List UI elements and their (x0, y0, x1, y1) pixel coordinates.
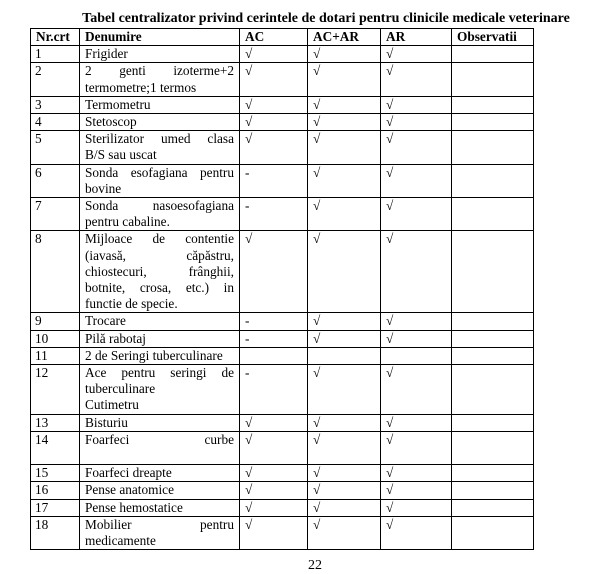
mark-ar: √ (381, 414, 452, 431)
mark-ar: √ (381, 465, 452, 482)
item-name-line: Pense anatomice (85, 482, 174, 498)
row-number: 2 (31, 63, 80, 96)
observatii-cell (452, 482, 534, 499)
mark-ar (381, 347, 452, 364)
item-name-line: Trocare (85, 313, 126, 329)
item-name (80, 516, 240, 549)
mark-ar: √ (381, 164, 452, 197)
mark-ac: √ (240, 114, 308, 131)
table-row (31, 414, 534, 431)
item-name-line: Termometru (85, 96, 151, 112)
document-title: Tabel centralizator privind cerintele de dotari pentru clinicile medicale veterinare (82, 11, 570, 26)
mark-ar: √ (381, 431, 452, 464)
item-name (80, 482, 240, 499)
header-ac: AC (240, 29, 308, 46)
item-name-line: Pilă rabotaj (85, 330, 146, 346)
table-row (31, 516, 534, 549)
mark-ac: √ (240, 96, 308, 113)
row-number: 10 (31, 330, 80, 347)
table-row (31, 330, 534, 347)
mark-ac-ar: √ (308, 414, 381, 431)
table-row (31, 198, 534, 231)
row-number: 13 (31, 414, 80, 431)
observatii-cell (452, 414, 534, 431)
mark-ac: √ (240, 131, 308, 164)
mark-ac: √ (240, 499, 308, 516)
mark-ac-ar: √ (308, 330, 381, 347)
mark-ar: √ (381, 63, 452, 96)
observatii-cell (452, 231, 534, 313)
observatii-cell (452, 164, 534, 197)
mark-ac: √ (240, 414, 308, 431)
mark-ac: - (240, 330, 308, 347)
table-row (31, 164, 534, 197)
item-name-line: functie de specie. (85, 296, 178, 312)
table-row (31, 114, 534, 131)
item-name-line: Foarfeci dreapte (85, 465, 172, 481)
item-name-line: chiostecuri, frânghii, (85, 263, 234, 279)
mark-ac: √ (240, 431, 308, 464)
row-number: 16 (31, 482, 80, 499)
row-number: 4 (31, 114, 80, 131)
table-row (31, 313, 534, 330)
item-name-line: (iavasă, căpăstru, (85, 247, 234, 263)
item-name-line: Mobilier pentru (85, 516, 234, 532)
mark-ac-ar (308, 347, 381, 364)
item-name (80, 63, 240, 96)
mark-ac: √ (240, 465, 308, 482)
mark-ac: √ (240, 231, 308, 313)
table-row (31, 482, 534, 499)
item-name-line: Mijloace de contentie (85, 231, 234, 247)
header-observatii: Observatii (452, 29, 534, 46)
mark-ac-ar: √ (308, 499, 381, 516)
item-name-line: Cutimetru (85, 397, 139, 413)
item-name (80, 431, 240, 464)
mark-ac-ar: √ (308, 231, 381, 313)
item-name-line: tuberculinare (85, 381, 156, 397)
observatii-cell (452, 313, 534, 330)
observatii-cell (452, 465, 534, 482)
observatii-cell (452, 431, 534, 464)
row-number: 14 (31, 431, 80, 464)
item-name-line: Sterilizator umed clasa (85, 131, 234, 147)
mark-ar: √ (381, 516, 452, 549)
observatii-cell (452, 114, 534, 131)
item-name (80, 131, 240, 164)
item-name-line: Sonda nasoesofagiana (85, 198, 234, 214)
item-name (80, 414, 240, 431)
table-row (31, 46, 534, 63)
item-name-line: botnite, crosa, etc.) in (85, 280, 234, 296)
row-number: 11 (31, 347, 80, 364)
mark-ac-ar: √ (308, 365, 381, 415)
row-number: 12 (31, 365, 80, 415)
item-name-line: Foarfeci curbe (85, 431, 234, 447)
mark-ac-ar: √ (308, 313, 381, 330)
table-row (31, 365, 534, 415)
item-name-line: 2 de Seringi tuberculinare (85, 347, 223, 363)
item-name (80, 313, 240, 330)
item-name (80, 96, 240, 113)
table-row (31, 63, 534, 96)
item-name (80, 231, 240, 313)
header-nr-crt: Nr.crt (31, 29, 80, 46)
item-name-line: Stetoscop (85, 114, 137, 130)
item-name (80, 499, 240, 516)
mark-ar: √ (381, 198, 452, 231)
observatii-cell (452, 330, 534, 347)
item-name (80, 365, 240, 415)
row-number: 9 (31, 313, 80, 330)
requirements-table (30, 28, 534, 550)
row-number: 18 (31, 516, 80, 549)
observatii-cell (452, 516, 534, 549)
mark-ar: √ (381, 330, 452, 347)
mark-ac-ar: √ (308, 131, 381, 164)
mark-ac: √ (240, 516, 308, 549)
item-name-line: Pense hemostatice (85, 499, 183, 515)
table-row (31, 499, 534, 516)
observatii-cell (452, 131, 534, 164)
mark-ar: √ (381, 114, 452, 131)
row-number: 17 (31, 499, 80, 516)
mark-ac: √ (240, 482, 308, 499)
item-name-line: medicamente (85, 533, 156, 549)
item-name (80, 164, 240, 197)
mark-ac: √ (240, 46, 308, 63)
item-name-line: termometre;1 termos (85, 79, 197, 95)
table-row (31, 347, 534, 364)
header-ac-ar: AC+AR (308, 29, 381, 46)
table-row (31, 465, 534, 482)
mark-ac-ar: √ (308, 164, 381, 197)
row-number: 8 (31, 231, 80, 313)
item-name-line: B/S sau uscat (85, 147, 157, 163)
mark-ac-ar: √ (308, 516, 381, 549)
item-name (80, 347, 240, 364)
item-name (80, 465, 240, 482)
item-name-line: Sonda esofagiana pentru (85, 164, 234, 180)
mark-ac-ar: √ (308, 63, 381, 96)
item-name (80, 114, 240, 131)
observatii-cell (452, 499, 534, 516)
item-name-line: bovine (85, 180, 122, 196)
item-name-line: pentru cabaline. (85, 214, 170, 230)
observatii-cell (452, 96, 534, 113)
observatii-cell (452, 198, 534, 231)
item-name-line: Frigider (85, 46, 128, 62)
mark-ac-ar: √ (308, 96, 381, 113)
row-number: 7 (31, 198, 80, 231)
page-number: 22 (308, 558, 322, 573)
mark-ac: - (240, 365, 308, 415)
mark-ac-ar: √ (308, 198, 381, 231)
mark-ar: √ (381, 231, 452, 313)
mark-ac-ar: √ (308, 482, 381, 499)
table-row (31, 231, 534, 313)
mark-ar: √ (381, 131, 452, 164)
item-name (80, 198, 240, 231)
mark-ar: √ (381, 482, 452, 499)
table-row (31, 131, 534, 164)
table-row (31, 431, 534, 464)
mark-ac-ar: √ (308, 431, 381, 464)
observatii-cell (452, 347, 534, 364)
mark-ac: √ (240, 63, 308, 96)
table-row (31, 96, 534, 113)
table-body (31, 46, 534, 550)
mark-ac (240, 347, 308, 364)
item-name-line: 2 genti izoterme+2 (85, 63, 234, 79)
row-number: 5 (31, 131, 80, 164)
row-number: 6 (31, 164, 80, 197)
mark-ar: √ (381, 365, 452, 415)
item-name-line: Ace pentru seringi de (85, 365, 234, 381)
mark-ar: √ (381, 96, 452, 113)
header-ar: AR (381, 29, 452, 46)
header-denumire: Denumire (80, 29, 240, 46)
observatii-cell (452, 46, 534, 63)
observatii-cell (452, 63, 534, 96)
mark-ac: - (240, 164, 308, 197)
mark-ar: √ (381, 499, 452, 516)
item-name (80, 330, 240, 347)
item-name (80, 46, 240, 63)
table-header-row (31, 29, 534, 46)
row-number: 1 (31, 46, 80, 63)
item-name-line: Bisturiu (85, 414, 128, 430)
mark-ar: √ (381, 313, 452, 330)
mark-ac: - (240, 313, 308, 330)
mark-ar: √ (381, 46, 452, 63)
item-name-line (85, 448, 234, 464)
mark-ac-ar: √ (308, 465, 381, 482)
mark-ac: - (240, 198, 308, 231)
observatii-cell (452, 365, 534, 415)
mark-ac-ar: √ (308, 46, 381, 63)
mark-ac-ar: √ (308, 114, 381, 131)
row-number: 15 (31, 465, 80, 482)
row-number: 3 (31, 96, 80, 113)
